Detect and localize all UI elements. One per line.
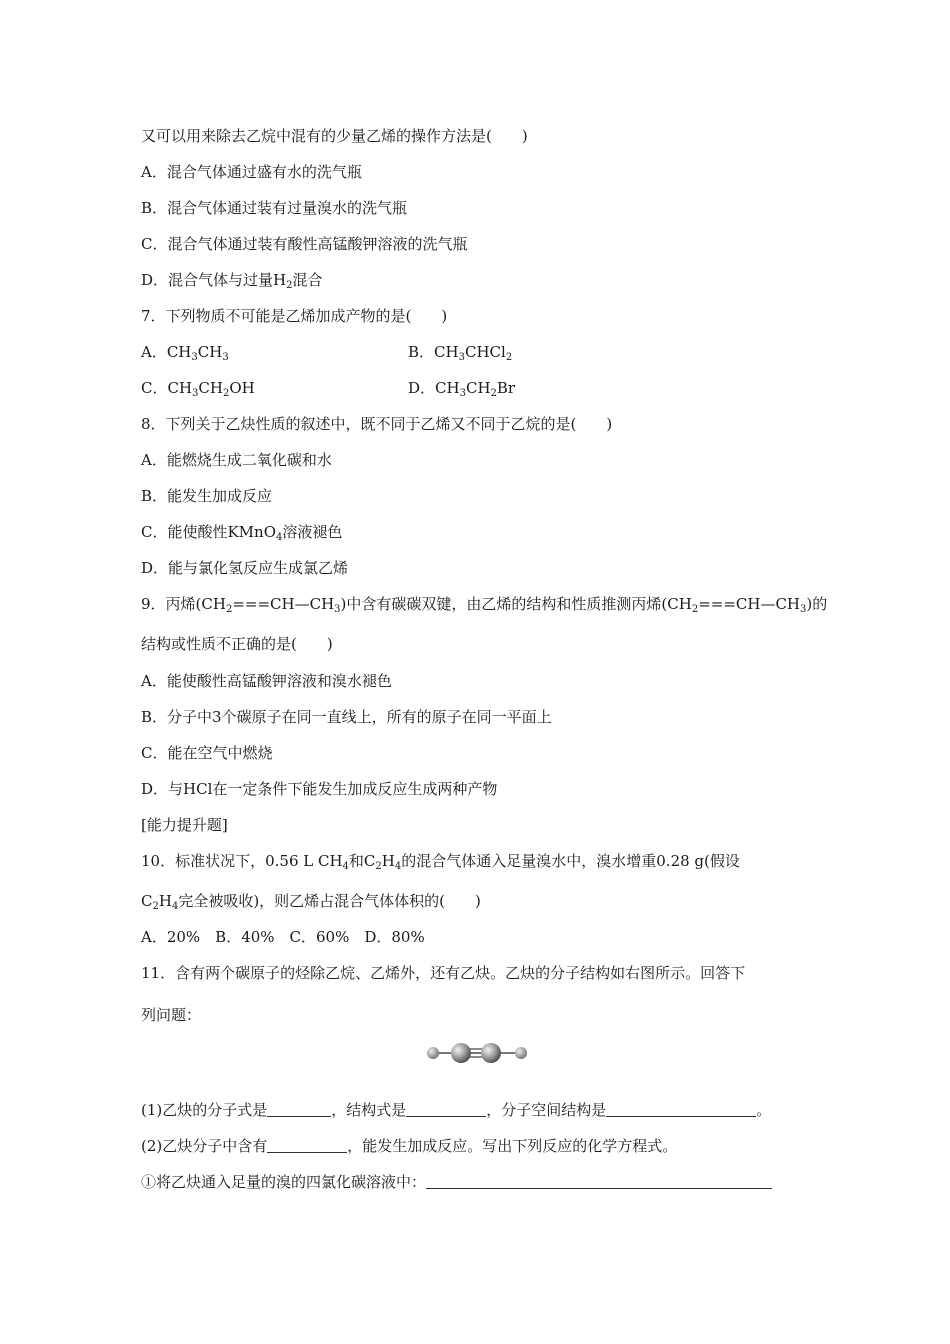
carbon-atom-left [451,1043,471,1063]
q11-stem-line2: 列问题： [141,1006,202,1024]
q7-stem: 7．下列物质不可能是乙烯加成产物的是( ) [141,307,448,325]
q8-stem: 8．下列关于乙炔性质的叙述中，既不同于乙烯又不同于乙烷的是( ) [141,415,613,433]
q9-option-b: B．分子中3个碳原子在同一直线上，所有的原子在同一平面上 [141,708,552,726]
carbon-atom-right [481,1043,501,1063]
hydrogen-atom-left [427,1047,439,1059]
q6-option-b: B．混合气体通过装有过量溴水的洗气瓶 [141,199,408,217]
section-heading: [能力提升题] [141,816,228,834]
q6-option-a: A．混合气体通过盛有水的洗气瓶 [141,163,362,181]
q7-option-c: C．$CH_3CH_2OH$ [141,379,255,399]
acetylene-molecule-model [425,1040,529,1066]
q7-option-a: A．$CH_3CH_3$ [141,343,229,363]
q6-stem-continued: 又可以用来除去乙烷中混有的少量乙烯的操作方法是( ) [141,127,528,145]
q7-option-b: B．$CH_3CHCl_2$ [408,343,513,363]
q9-option-a: A．能使酸性高锰酸钾溶液和溴水褪色 [141,672,392,690]
q11-part3: ①将乙炔通入足量的溴的四氯化碳溶液中： [141,1172,772,1192]
q10-stem: 10．标准状况下，0.56 L $CH_4$和$C_2H_4$的混合气体通入足量溴水中，溴水增重0.28 g(假设 [141,852,740,872]
q9-stem-line2: 结构或性质不正确的是( ) [141,635,333,653]
q8-option-c: C．能使酸性KMnO$_4$溶液褪色 [141,523,343,543]
q10-options: A．20% B．40% C．60% D．80% [141,928,425,946]
q11-stem: 11．含有两个碳原子的烃除乙烷、乙烯外，还有乙炔。乙炔的分子结构如右图所示。回答下 [141,964,746,982]
q9-stem: 9．丙烯$(CH_2===CH—CH_3)$中含有碳碳双键，由乙烯的结构和性质推测丙烯$(CH_2===CH—CH_3)$的 [141,595,828,615]
hydrogen-atom-right [515,1047,527,1059]
q8-option-a: A．能燃烧生成二氧化碳和水 [141,451,332,469]
q10-stem-line2: $C_2H_4$完全被吸收)，则乙烯占混合气体体积的( ) [141,892,481,912]
answer-blank-structural[interactable] [406,1102,486,1117]
q9-option-d: D．与HCl在一定条件下能发生加成反应生成两种产物 [141,780,498,798]
q6-option-c: C．混合气体通过装有酸性高锰酸钾溶液的洗气瓶 [141,235,468,253]
q8-option-b: B．能发生加成反应 [141,487,273,505]
answer-blank-geometry[interactable] [606,1102,756,1117]
q8-option-d: D．能与氯化氢反应生成氯乙烯 [141,559,349,577]
q7-option-d: D．$CH_3CH_2Br$ [408,379,516,399]
q11-part2: (2)乙炔分子中含有 ，能发生加成反应。写出下列反应的化学方程式。 [141,1137,678,1155]
answer-blank-formula[interactable] [267,1102,331,1117]
q11-part1: (1)乙炔的分子式是 ，结构式是 ，分子空间结构是 。 [141,1101,772,1119]
q9-option-c: C．能在空气中燃烧 [141,744,273,762]
answer-blank-equation[interactable] [426,1174,772,1189]
answer-blank-bond[interactable] [267,1138,347,1153]
q6-option-d: D．混合气体与过量$H_2$混合 [141,271,323,291]
